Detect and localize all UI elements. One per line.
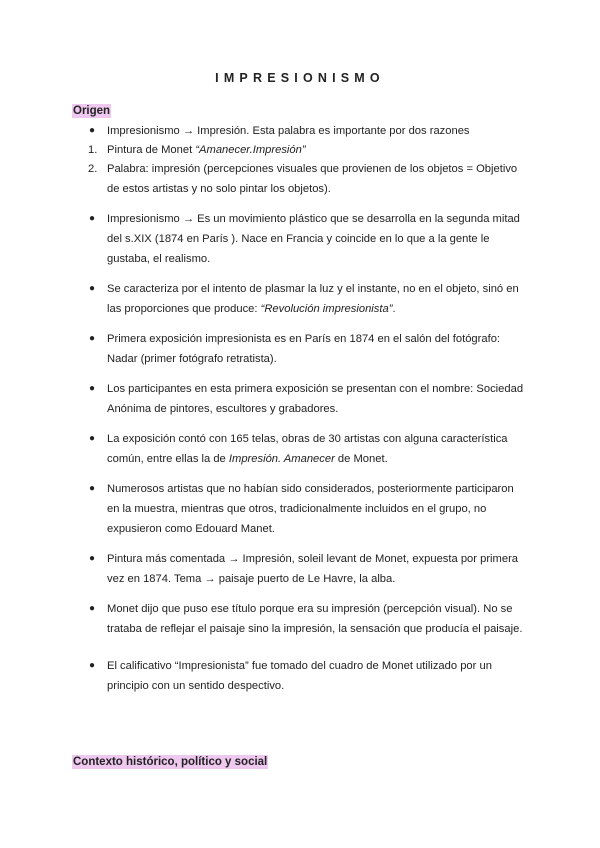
item-emphasis: Impresión. Amanecer xyxy=(228,453,335,465)
item-text: Monet dijo que puso ese título porque era su impresión (percepción visual). No se trataba de reflejar el paisaje sino la impresión, la sensación que producía el paisaje. xyxy=(107,603,523,635)
bullet-icon: ● xyxy=(89,333,96,344)
bullet-icon: ● xyxy=(89,553,96,564)
list-item xyxy=(89,329,527,369)
list-item xyxy=(89,121,527,141)
item-text: Numerosos artistas que no habían sido considerados, posteriormente participaron en la muestra, mientras que otros, tradicionalmente incluidos en el grupo, no expusieron como Edouard Manet. xyxy=(107,483,514,535)
section-heading-contexto: Contexto histórico, político y social xyxy=(73,756,268,768)
list-item xyxy=(89,479,527,539)
item-text-end: de Monet. xyxy=(334,453,388,465)
bullet-icon: ● xyxy=(89,125,96,136)
item-text: Impresionismo → Impresión. Esta palabra es importante por dos razones xyxy=(107,125,470,137)
bullet-icon: ● xyxy=(89,213,96,224)
item-number: 2. xyxy=(88,163,98,175)
bullet-icon: ● xyxy=(89,433,96,444)
item-text: La exposición contó con 165 telas, obras de 30 artistas con alguna característica común, entre ellas la de xyxy=(107,433,508,465)
item-number: 1. xyxy=(88,144,98,156)
list-item xyxy=(89,279,527,319)
numbered-item xyxy=(88,159,527,199)
list-item xyxy=(89,209,527,269)
numbered-item xyxy=(88,140,527,160)
bullet-icon: ● xyxy=(89,660,96,671)
list-item xyxy=(89,429,527,469)
item-text: Pintura de Monet xyxy=(107,144,196,156)
item-text: Primera exposición impresionista es en París en 1874 en el salón del fotógrafo: Nadar (primer fotógrafo retratista). xyxy=(107,333,501,365)
bullet-icon: ● xyxy=(89,283,96,294)
item-text: Impresionismo → Es un movimiento plástico que se desarrolla en la segunda mitad del s.XIX (1874 en París ). Nace en Francia y coincide en lo que a la gente le gustaba, el realismo. xyxy=(107,213,520,265)
item-emphasis: “Revolución impresionista” xyxy=(260,303,393,315)
item-text: Pintura más comentada → Impresión, soleil levant de Monet, expuesta por primera vez en 1874. Tema → paisaje puerto de Le Havre, la alba. xyxy=(107,553,519,585)
bullet-icon: ● xyxy=(89,603,96,614)
item-text: El calificativo “Impresionista” fue tomado del cuadro de Monet utilizado por un principio con un sentido despectivo. xyxy=(107,660,492,692)
list-item xyxy=(89,656,527,696)
bullet-icon: ● xyxy=(89,383,96,394)
item-text-end: . xyxy=(392,303,396,315)
item-text: Palabra: impresión (percepciones visuales que provienen de los objetos = Objetivo de estos artistas y no solo pintar los objetos). xyxy=(107,163,518,195)
bullet-icon: ● xyxy=(89,483,96,494)
item-emphasis: “Amanecer.Impresión” xyxy=(195,144,306,156)
list-item xyxy=(89,549,527,589)
list-item xyxy=(89,379,527,419)
item-text: Se caracteriza por el intento de plasmar la luz y el instante, no en el objeto, sinó en las proporciones que produce: xyxy=(107,283,519,315)
page-title: IMPRESIONISMO xyxy=(215,71,385,85)
list-item xyxy=(89,599,527,639)
section-heading-origen: Origen xyxy=(73,105,111,117)
item-text: Los participantes en esta primera exposición se presentan con el nombre: Sociedad Anónima de pintores, escultores y grabadores. xyxy=(107,383,524,415)
